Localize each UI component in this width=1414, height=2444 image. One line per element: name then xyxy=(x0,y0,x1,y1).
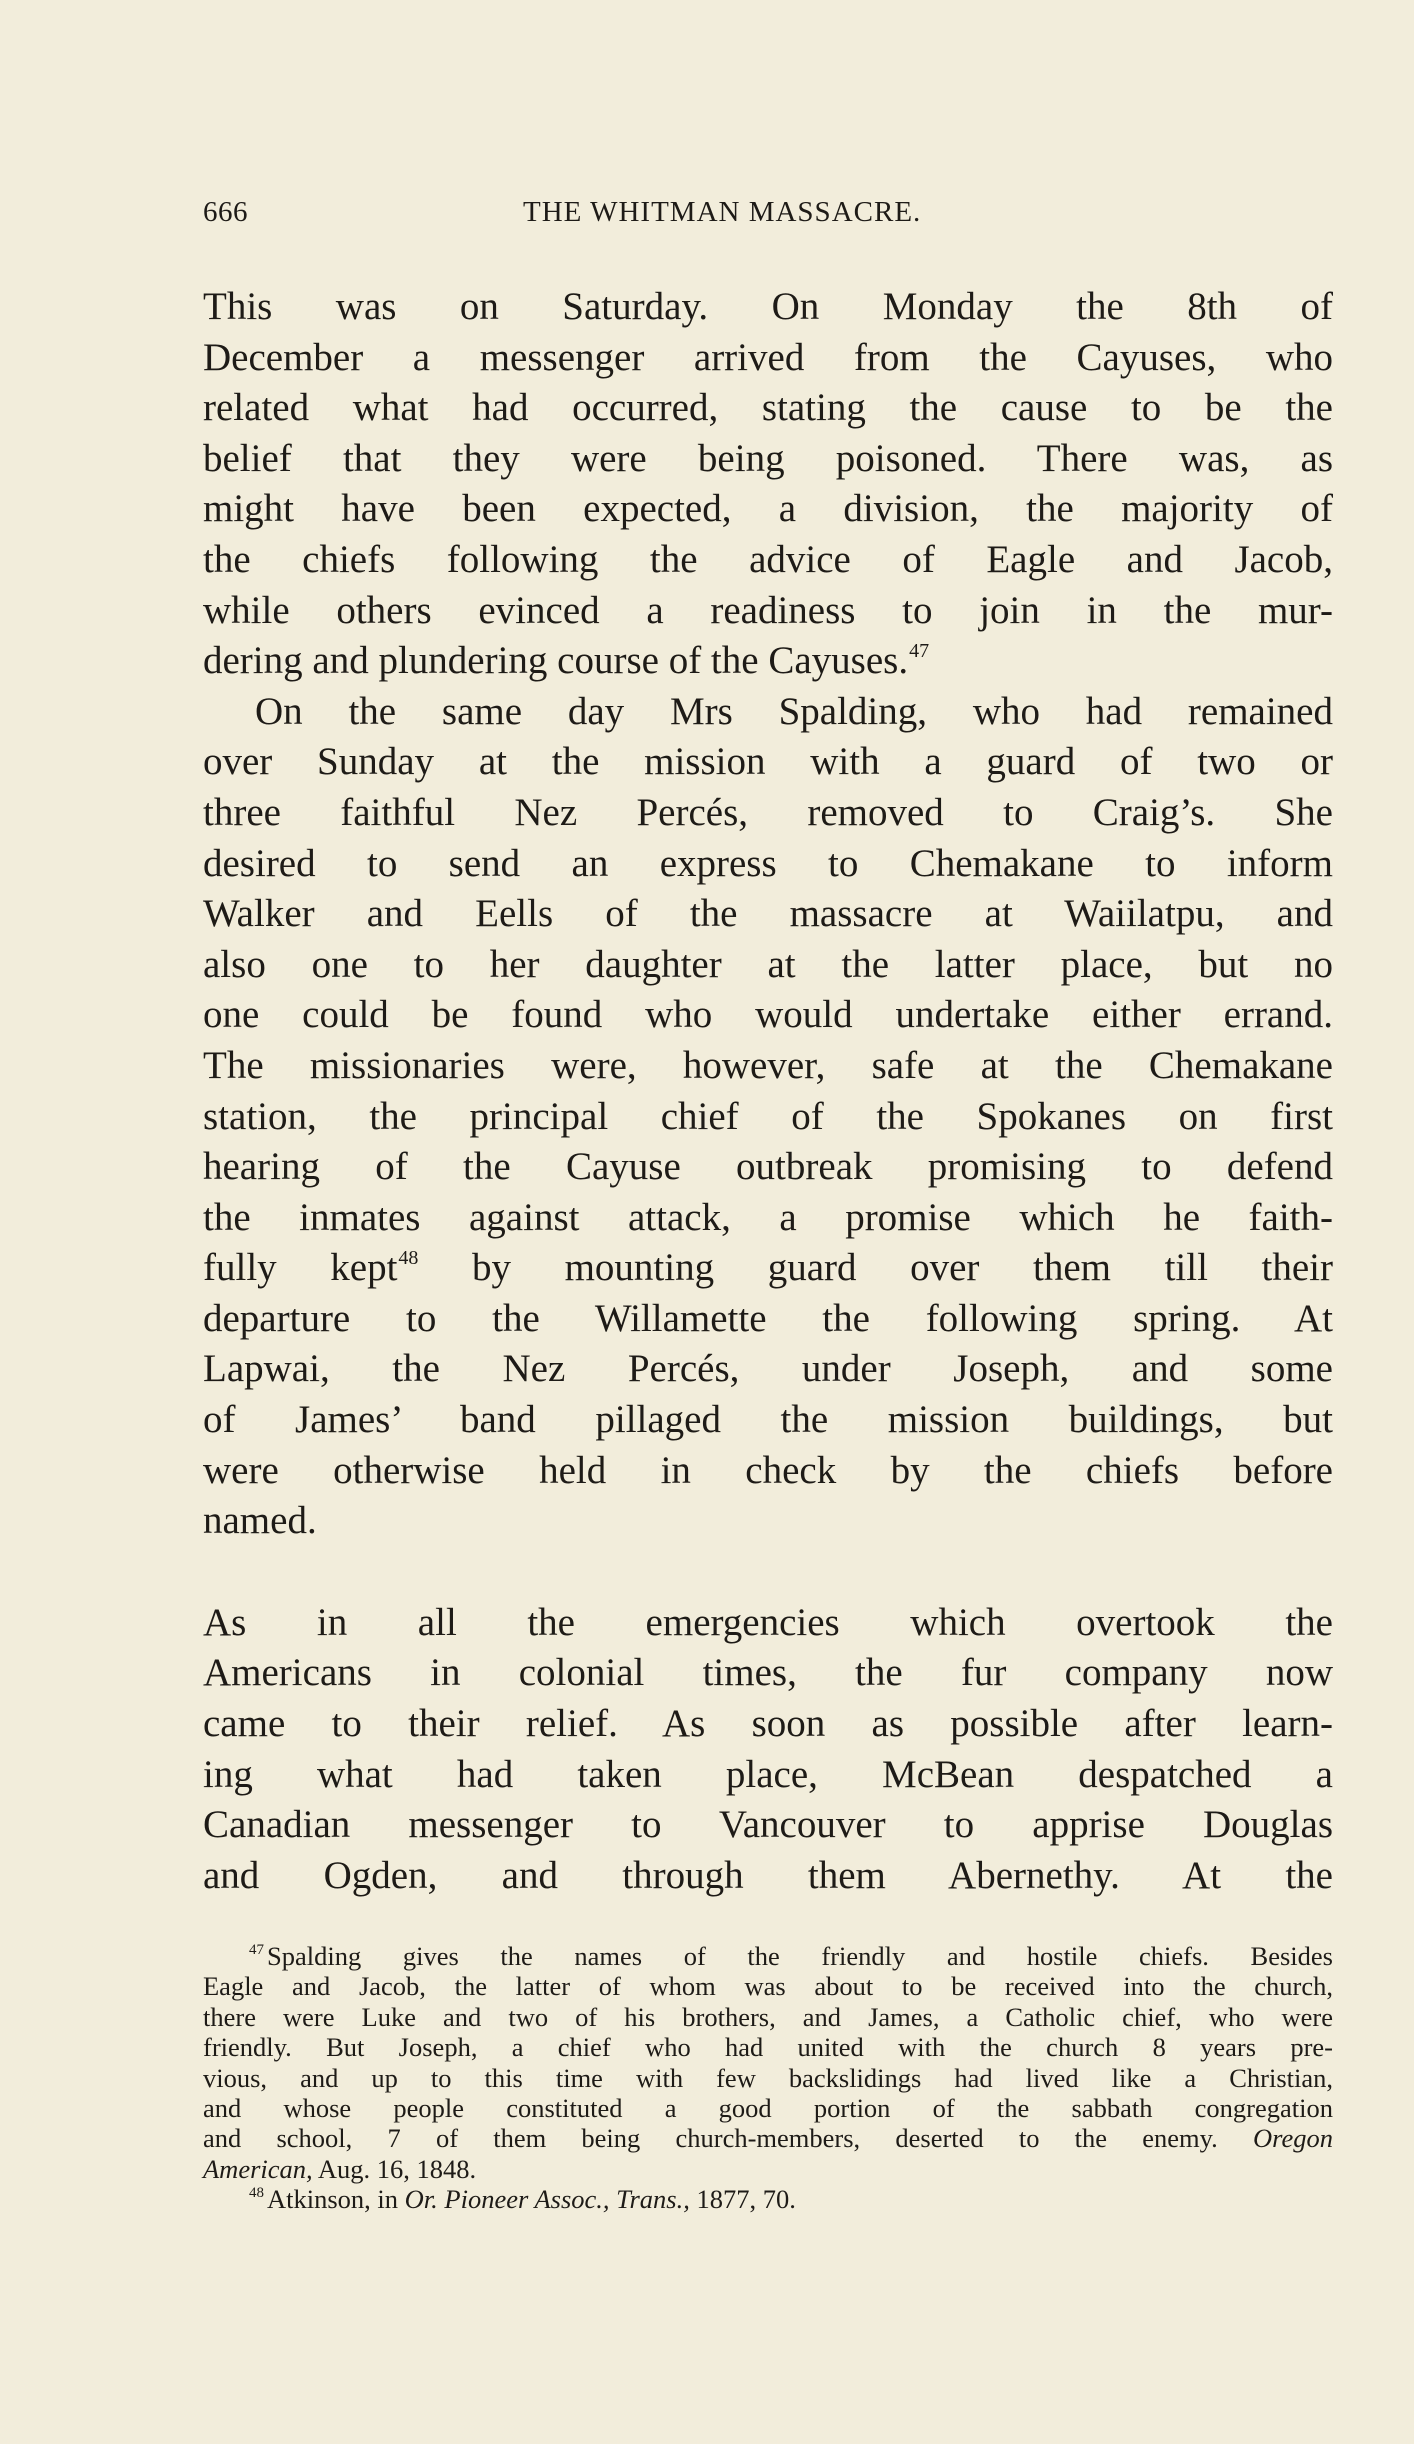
footnote-line-content: Atkinson, in xyxy=(267,2184,405,2215)
text-line: On the same day Mrs Spalding, who had remained xyxy=(255,689,1333,733)
text-line: hearing of the Cayuse outbreak promising to defend xyxy=(203,1145,1333,1189)
text-line-content: fully kept xyxy=(203,1246,398,1290)
text-line: Canadian messenger to Vancouver to apprise Douglas xyxy=(203,1803,1333,1847)
footnote-line: there were Luke and two of his brothers, and James, a Catholic chief, who were xyxy=(203,2001,1333,2032)
footnote-source: American, xyxy=(203,2153,313,2184)
footnotes xyxy=(203,1941,1333,2215)
text-line: As in all the emergencies which overtook the xyxy=(203,1600,1333,1644)
text-line: The missionaries were, however, safe at the Chemakane xyxy=(203,1043,1333,1087)
running-head xyxy=(203,196,1333,236)
paragraph-3 xyxy=(203,1598,1333,1902)
text-line: while others evinced a readiness to join in the mur- xyxy=(203,588,1333,632)
footnote-line-content: 1877, 70. xyxy=(689,2184,796,2215)
footnote-ref-48: 48 xyxy=(398,1247,419,1270)
footnote-source: Oregon xyxy=(1253,2123,1334,2154)
text-line: related what had occurred, stating the cause to be the xyxy=(203,386,1333,430)
footnote-number: 48 xyxy=(249,2185,264,2202)
footnote-47 xyxy=(203,1941,1333,2184)
footnote-line: friendly. But Joseph, a chief who had united with the church 8 years pre- xyxy=(203,2032,1333,2063)
footnote-line xyxy=(203,2123,1333,2153)
footnote-line-content: Spalding gives the names of the friendly and hostile chiefs. Besides xyxy=(267,1941,1333,1971)
text-line: and Ogden, and through them Abernethy. At the xyxy=(203,1853,1333,1897)
text-line: the chiefs following the advice of Eagle and Jacob, xyxy=(203,537,1333,581)
footnote-line-content: Aug. 16, 1848. xyxy=(312,2153,477,2184)
text-line: the inmates against attack, a promise which he faith- xyxy=(203,1195,1333,1239)
text-line: desired to send an express to Chemakane to inform xyxy=(203,841,1333,885)
text-line: Americans in colonial times, the fur company now xyxy=(203,1651,1333,1695)
text-line: named. xyxy=(203,1499,317,1543)
footnote-line-content: and school, 7 of them being church-members, deserted to the enemy. xyxy=(203,2123,1218,2154)
text-line: of James’ band pillaged the mission buildings, but xyxy=(203,1398,1333,1442)
text-line: ing what had taken place, McBean despatched a xyxy=(203,1752,1333,1796)
text-line-content: by mounting guard over them till their xyxy=(418,1246,1333,1290)
text-line-content: dering and plundering course of the Cayuses. xyxy=(203,639,909,683)
text-line: came to their relief. As soon as possible after learn- xyxy=(203,1702,1333,1746)
footnote-source: Or. Pioneer Assoc., Trans., xyxy=(404,2184,690,2215)
section-break xyxy=(203,1547,1333,1598)
paragraph-2 xyxy=(203,687,1333,1547)
text-line: belief that they were being poisoned. There was, as xyxy=(203,436,1333,480)
text-line: might have been expected, a division, the majority of xyxy=(203,487,1333,531)
text-line xyxy=(203,636,1333,687)
text-line: Lapwai, the Nez Percés, under Joseph, and some xyxy=(203,1347,1333,1391)
footnote-ref-47: 47 xyxy=(909,640,930,663)
text-line: station, the principal chief of the Spokanes on first xyxy=(203,1094,1333,1138)
page-number: 666 xyxy=(203,196,248,228)
paragraph-1 xyxy=(203,282,1333,687)
text-line: over Sunday at the mission with a guard of two or xyxy=(203,740,1333,784)
text-line: departure to the Willamette the following spring. At xyxy=(203,1296,1333,1340)
footnote-line: Eagle and Jacob, the latter of whom was about to be received into the church, xyxy=(203,1971,1333,2002)
footnote-line xyxy=(203,1941,1333,1971)
footnote-number: 47 xyxy=(249,1942,264,1958)
text-line: December a messenger arrived from the Cayuses, who xyxy=(203,335,1333,379)
text-line xyxy=(203,1243,1333,1294)
text-line: were otherwise held in check by the chiefs before xyxy=(203,1448,1333,1492)
footnote-48 xyxy=(203,2184,1333,2214)
footnote-line xyxy=(203,2154,1333,2184)
footnote-line xyxy=(203,2184,1333,2214)
footnote-line: and whose people constituted a good portion of the sabbath congregation xyxy=(203,2092,1333,2123)
text-line: also one to her daughter at the latter place, but no xyxy=(203,942,1333,986)
text-line: three faithful Nez Percés, removed to Craig’s. She xyxy=(203,790,1333,834)
text-line: Walker and Eells of the massacre at Waiilatpu, and xyxy=(203,892,1333,936)
text-line: This was on Saturday. On Monday the 8th of xyxy=(203,285,1333,328)
footnote-line: vious, and up to this time with few backslidings had lived like a Christian, xyxy=(203,2062,1333,2093)
running-title: THE WHITMAN MASSACRE. xyxy=(523,196,922,228)
body-text xyxy=(203,282,1333,1901)
text-line: one could be found who would undertake either errand. xyxy=(203,993,1333,1037)
